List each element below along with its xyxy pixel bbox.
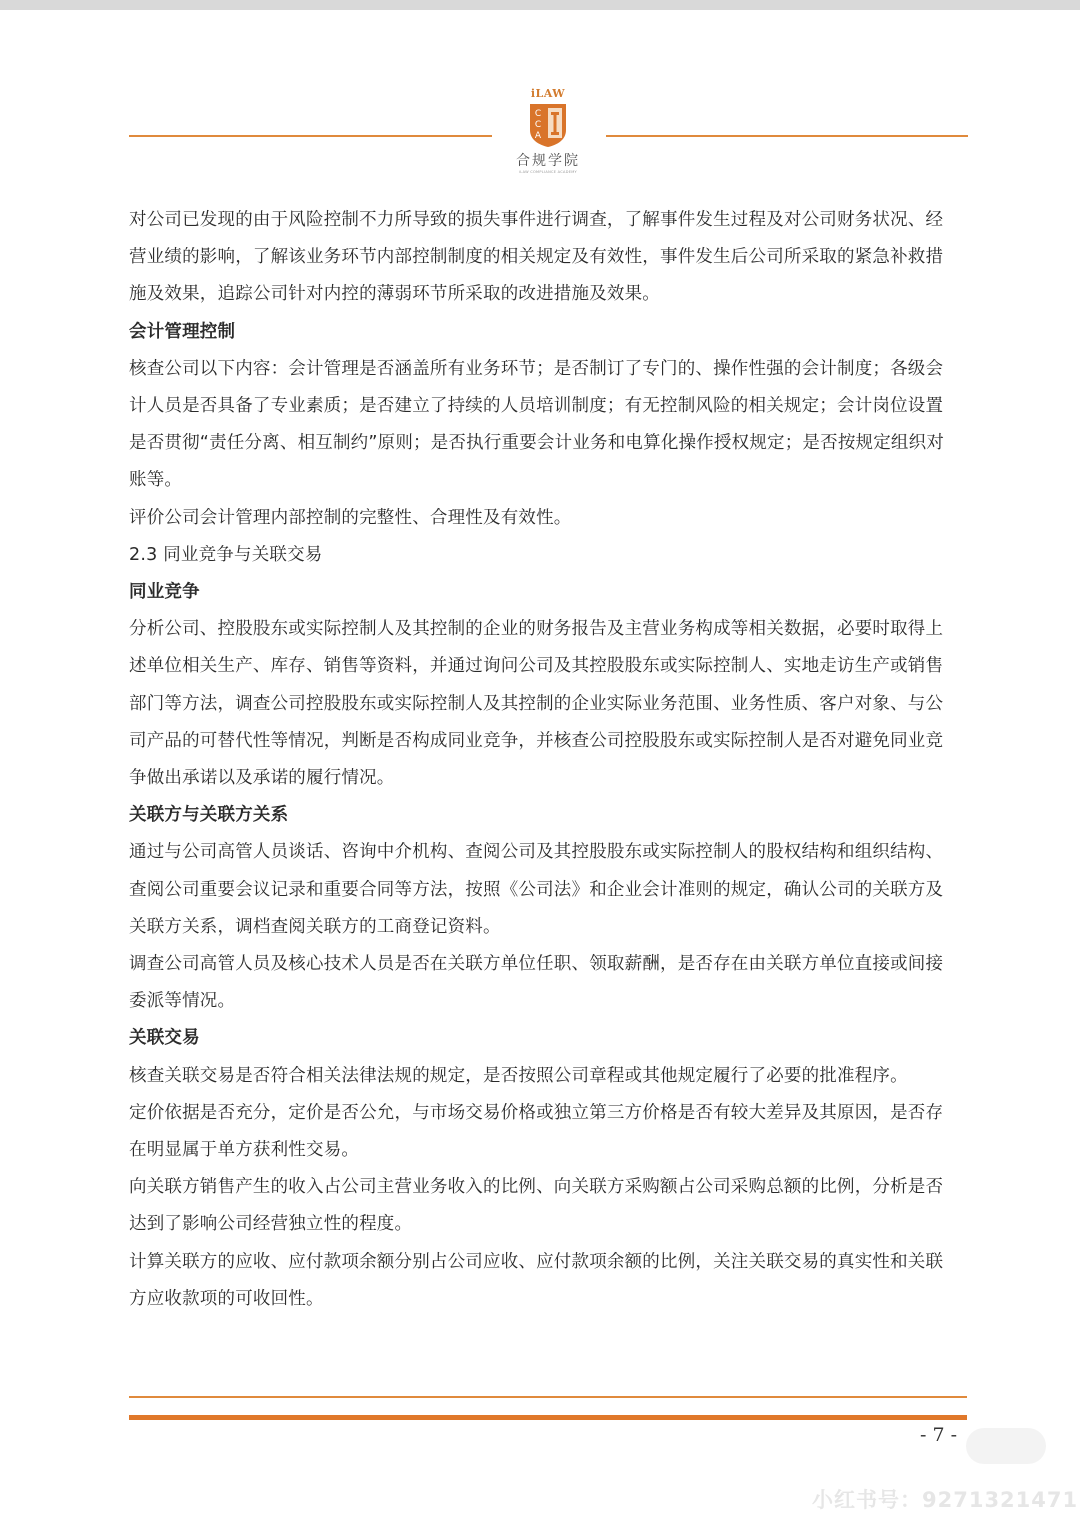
top-gray-bar xyxy=(0,0,1080,10)
logo-letter-3: A xyxy=(534,131,542,141)
paragraph-transaction-compliance: 核查关联交易是否符合相关法律法规的规定，是否按照公司章程或其他规定履行了必要的批准程序。 xyxy=(129,1065,908,1086)
paragraph-competition: 分析公司、控股股东或实际控制人及其控制的企业的财务报告及主营业务构成等相关数据，必要时取得上述单位相关生产、库存、销售等资料，并通过询问公司及其控股股东或实际控制人、实地走访生产或销售部门等方法，调查公司控股股东或实际控制人及其控制的企业实际业务范围、业务性质、客户对象、与公司产品的可替代性等情况，判断是否构成同业竞争，并核查公司控股股东或实际控制人是否对避免同业竞争做出承诺以及承诺的履行情况。 xyxy=(129,619,944,789)
document-body xyxy=(129,202,951,1318)
header-rule-left xyxy=(129,135,492,137)
logo-letter-2: C xyxy=(534,120,542,130)
header-rule-right xyxy=(606,135,968,137)
section-heading-2-3: 2.3 同业竞争与关联交易 xyxy=(129,544,323,565)
paragraph-accounting-check: 核查公司以下内容：会计管理是否涵盖所有业务环节；是否制订了专门的、操作性强的会计制度；各级会计人员是否具备了专业素质；是否建立了持续的人员培训制度；有无控制风险的相关规定；会计岗位设置是否贯彻“责任分离、相互制约”原则；是否执行重要会计业务和电算化操作授权规定；是否按规定组织对账等。 xyxy=(129,358,945,491)
shield-icon xyxy=(527,102,569,148)
paragraph-receivables: 计算关联方的应收、应付款项余额分别占公司应收、应付款项余额的比例，关注关联交易的真实性和关联方应收款项的可收回性。 xyxy=(129,1251,944,1309)
paragraph-pricing: 定价依据是否充分，定价是否公允，与市场交易价格或独立第三方价格是否有较大差异及其原因，是否存在明显属于单方获利性交易。 xyxy=(129,1102,944,1161)
logo-english-name: iLAW COMPLIANCE ACADEMY xyxy=(518,170,577,174)
paragraph-management-posts: 调查公司高管人员及核心技术人员是否在关联方单位任职、领取薪酬，是否存在由关联方单位直接或间接委派等情况。 xyxy=(129,954,944,1012)
paragraph-sales-ratio: 向关联方销售产生的收入占公司主营业务收入的比例、向关联方采购额占公司采购总额的比例，分析是否达到了影响公司经营独立性的程度。 xyxy=(129,1177,944,1235)
footer-rule-thick xyxy=(129,1415,967,1420)
watermark-logo-icon xyxy=(966,1428,1046,1464)
heading-accounting-control: 会计管理控制 xyxy=(129,321,236,342)
paragraph-related-parties: 通过与公司高管人员谈话、咨询中介机构、查阅公司及其控股股东或实际控制人的股权结构和组织结构、查阅公司重要会议记录和重要合同等方法，按照《公司法》和企业会计准则的规定，确认公司的关联方及关联方关系，调档查阅关联方的工商登记资料。 xyxy=(129,842,944,937)
logo-chinese-name: 合规学院 xyxy=(516,153,580,169)
footer-rule-thin xyxy=(129,1396,967,1398)
paragraph-loss-investigation: 对公司已发现的由于风险控制不力所导致的损失事件进行调查，了解事件发生过程及对公司财务状况、经营业绩的影响，了解该业务环节内部控制制度的相关规定及有效性，事件发生后公司所采取的紧急补救措施及效果，追踪公司针对内控的薄弱环节所采取的改进措施及效果。 xyxy=(129,210,944,305)
ilaw-logo xyxy=(500,88,596,188)
heading-related-transactions: 关联交易 xyxy=(129,1028,200,1049)
heading-related-parties: 关联方与关联方关系 xyxy=(129,805,289,826)
logo-letter-1: C xyxy=(534,109,542,119)
watermark-text: 小红书号：9271321471 xyxy=(812,1488,1079,1512)
page-number: - 7 - xyxy=(920,1424,958,1446)
heading-competition: 同业竞争 xyxy=(129,582,200,603)
paragraph-accounting-evaluate: 评价公司会计管理内部控制的完整性、合理性及有效性。 xyxy=(129,507,572,528)
logo-wordmark: iLAW xyxy=(530,87,566,100)
